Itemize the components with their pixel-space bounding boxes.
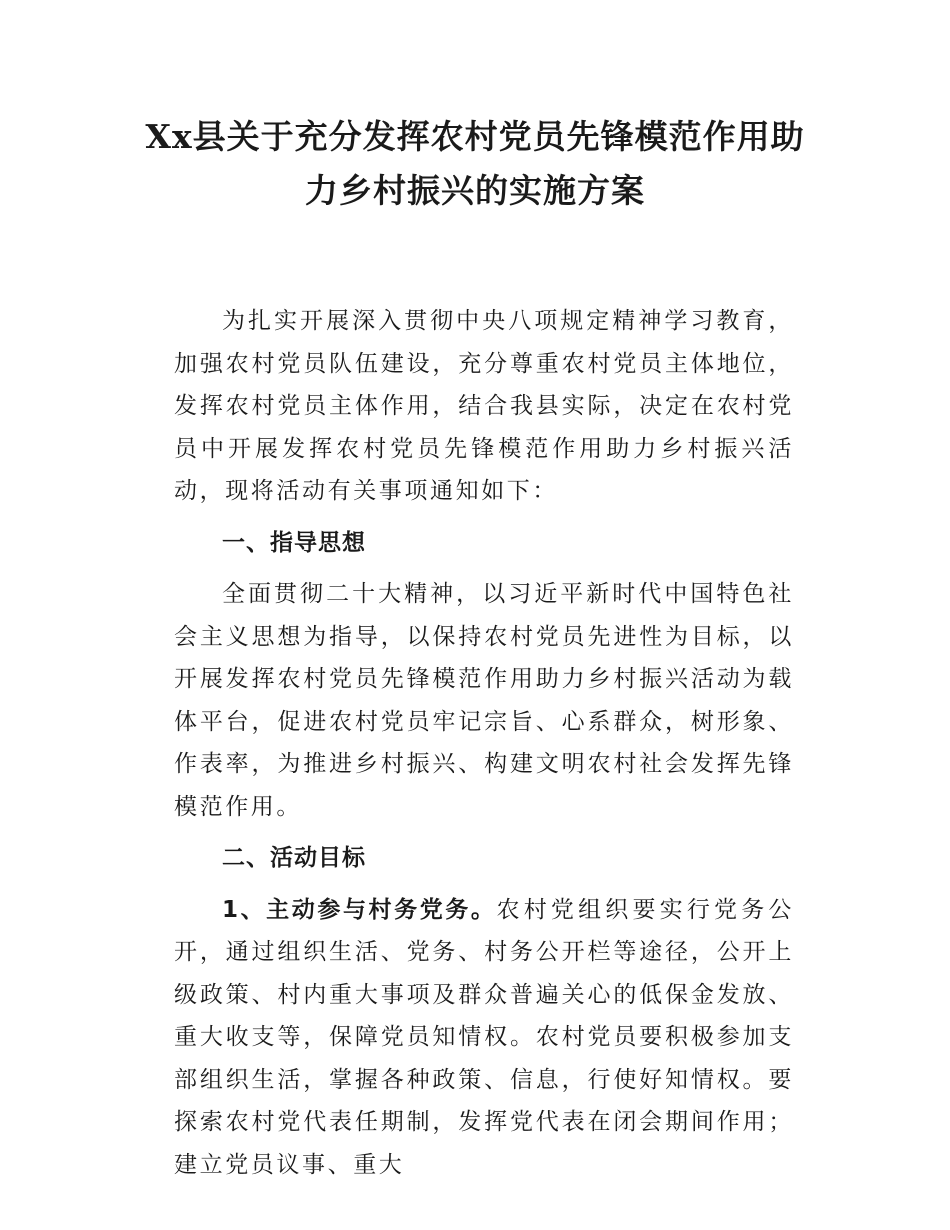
document-title: Xx县关于充分发挥农村党员先锋模范作用助力乡村振兴的实施方案 — [145, 117, 805, 210]
section-heading-activity-goals: 二、活动目标 — [222, 845, 366, 871]
section-heading-guiding-ideology: 一、指导思想 — [222, 529, 366, 556]
activity-goal-item-1-text: 农村党组织要实行党务公开，通过组织生活、党务、村务公开栏等途径，公开上级政策、村内重大事项及群众普遍关心的低保金发放、重大收支等，保障党员知情权。农村党员要积极参加支部组织生活，掌握各种政策、信息，行使好知情权。要探索农村党代表任期制，发挥党代表在闭会期间作用；建立党员议事、重大 — [174, 896, 794, 1178]
activity-goal-item-1 — [174, 889, 794, 1187]
guiding-ideology-paragraph: 全面贯彻二十大精神，以习近平新时代中国特色社会主义思想为指导，以保持农村党员先进性为目标，以开展发挥农村党员先锋模范作用助力乡村振兴活动为载体平台，促进农村党员牢记宗旨、心系群众，树形象、作表率，为推进乡村振兴、构建文明农村社会发挥先锋模范作用。 — [174, 581, 794, 820]
activity-goal-item-1-lead: 1、主动参与村务党务。 — [222, 896, 497, 923]
intro-paragraph: 为扎实开展深入贯彻中央八项规定精神学习教育，加强农村党员队伍建设，充分尊重农村党员主体地位，发挥农村党员主体作用，结合我县实际，决定在农村党员中开展发挥农村党员先锋模范作用助力乡村振兴活动，现将活动有关事项通知如下： — [174, 308, 794, 504]
document-body — [174, 300, 794, 1186]
